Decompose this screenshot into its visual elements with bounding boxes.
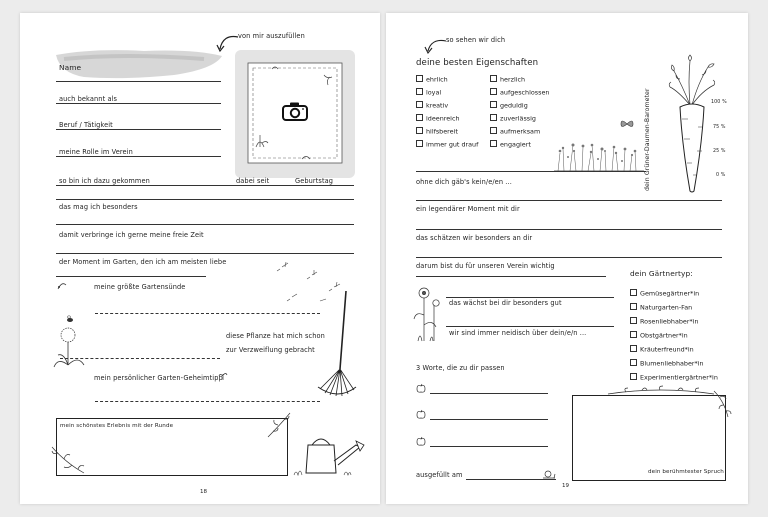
- quality-label: immer gut drauf: [426, 140, 479, 149]
- quality-checkbox-5[interactable]: [416, 127, 458, 136]
- checkbox-icon[interactable]: [490, 101, 497, 108]
- field-line-legendary-moment[interactable]: [416, 229, 722, 230]
- quality-label: aufmerksam: [500, 127, 541, 136]
- gardener-type-title: dein Gärtnertyp:: [630, 269, 693, 278]
- since-label: dabei seit: [236, 177, 270, 185]
- fill-in-hint: von mir auszufüllen: [238, 32, 305, 40]
- field-line-without-you[interactable]: [416, 200, 722, 201]
- quality-label: ehrlich: [426, 75, 448, 84]
- plant-label-1: diese Pflanze hat mich schon: [226, 332, 325, 340]
- page-number-right: 19: [562, 483, 569, 489]
- checkbox-icon[interactable]: [490, 127, 497, 134]
- field-label-job: Beruf / Tätigkeit: [59, 121, 113, 129]
- quality-label: herzlich: [500, 75, 526, 84]
- field-label-role: meine Rolle im Verein: [59, 148, 133, 156]
- dandelion-illustration: [50, 325, 90, 371]
- checkbox-icon[interactable]: [416, 127, 423, 134]
- quality-label: hilfsbereit: [426, 127, 458, 136]
- see-you-hint: so sehen wir dich: [446, 36, 506, 44]
- quality-label: zuverlässig: [500, 114, 536, 123]
- quality-label: kreativ: [426, 101, 449, 110]
- checkbox-icon[interactable]: [416, 88, 423, 95]
- grows-well-line[interactable]: [446, 297, 614, 298]
- watering-can-illustration: [290, 431, 370, 481]
- garden-sin-label: meine größte Gartensünde: [94, 283, 186, 291]
- checkbox-icon[interactable]: [630, 317, 637, 324]
- field-label-without-you: ohne dich gäb's kein/e/en ...: [416, 178, 512, 186]
- filled-by-label: ausgefüllt am: [416, 471, 463, 479]
- vine-branch-icon: [48, 443, 88, 479]
- field-line-important[interactable]: [416, 276, 606, 277]
- seed-icon: [56, 281, 68, 291]
- carrot-barometer-illustration: [668, 55, 718, 195]
- gardener-type-2[interactable]: [630, 303, 692, 312]
- qualities-bottom-line: [416, 171, 646, 172]
- envy-line[interactable]: [446, 326, 614, 327]
- field-line-role[interactable]: [56, 156, 221, 157]
- gardener-type-3[interactable]: [630, 317, 699, 326]
- gardener-type-6[interactable]: [630, 359, 704, 368]
- quality-checkbox-12[interactable]: [490, 140, 531, 149]
- name-line[interactable]: [56, 81, 221, 82]
- apple-icon: [416, 383, 426, 393]
- quality-checkbox-10[interactable]: [490, 114, 536, 123]
- quality-checkbox-7[interactable]: [490, 75, 525, 84]
- meter-level-0: 0 %: [716, 173, 726, 178]
- checkbox-icon[interactable]: [416, 114, 423, 121]
- checkbox-icon[interactable]: [630, 303, 637, 310]
- plant-line[interactable]: [60, 358, 220, 359]
- vine-garland-icon: [606, 386, 716, 400]
- best-experience-label: mein schönstes Erlebnis mit der Runde: [60, 423, 174, 429]
- checkbox-icon[interactable]: [490, 140, 497, 147]
- quality-checkbox-3[interactable]: [416, 101, 448, 110]
- checkbox-icon[interactable]: [416, 101, 423, 108]
- gardener-type-7[interactable]: [630, 373, 718, 382]
- gardener-type-label: Gemüsegärtner*in: [640, 289, 700, 298]
- quality-label: engagiert: [500, 140, 531, 149]
- field-line-how-joined[interactable]: [56, 185, 354, 186]
- field-label-appreciate: das schätzen wir besonders an dir: [416, 234, 533, 242]
- plant-label-2: zur Verzweiflung gebracht: [226, 346, 315, 354]
- quality-checkbox-8[interactable]: [490, 88, 549, 97]
- field-line-free-time[interactable]: [56, 253, 354, 254]
- quality-checkbox-2[interactable]: [416, 88, 441, 97]
- quality-label: loyal: [426, 88, 442, 97]
- right-page: [386, 13, 748, 504]
- curved-arrow-icon-right: [424, 37, 448, 55]
- checkbox-icon[interactable]: [630, 373, 637, 380]
- field-line-appreciate[interactable]: [416, 257, 722, 258]
- garden-tip-label: mein persönlicher Garten-Geheimtipp: [94, 374, 223, 382]
- field-line-job[interactable]: [56, 129, 221, 130]
- snail-icon: [542, 470, 556, 479]
- meter-title: dein Grüner-Daumen-Barometer: [644, 88, 651, 191]
- rake-illustration: [310, 289, 360, 399]
- word-line-3[interactable]: [430, 446, 548, 447]
- word-line-1[interactable]: [430, 393, 548, 394]
- checkbox-icon[interactable]: [416, 75, 423, 82]
- apple-icon: [416, 436, 426, 446]
- field-label-important: darum bist du für unseren Verein wichtig: [416, 262, 555, 270]
- gardener-type-label: Obstgärtner*in: [640, 331, 688, 340]
- meter-level-75: 75 %: [713, 125, 726, 130]
- apple-icon: [416, 409, 426, 419]
- field-line-likes[interactable]: [56, 224, 354, 225]
- field-line-how-joined-2[interactable]: [56, 199, 354, 200]
- field-line-also-known[interactable]: [56, 103, 221, 104]
- birthday-label: Geburtstag: [295, 177, 334, 185]
- gardener-type-label: Kräuterfreund*in: [640, 345, 694, 354]
- gardener-type-5[interactable]: [630, 345, 694, 354]
- checkbox-icon[interactable]: [490, 75, 497, 82]
- quality-label: aufgeschlossen: [500, 88, 550, 97]
- three-words-label: 3 Worte, die zu dir passen: [416, 364, 505, 372]
- bee-icon: [66, 315, 74, 323]
- filled-by-line[interactable]: [466, 479, 556, 480]
- gardener-type-label: Blumenliebhaber*in: [640, 359, 704, 368]
- gardener-type-1[interactable]: [630, 289, 699, 298]
- vine-branch-icon-3: [712, 389, 732, 419]
- word-line-2[interactable]: [430, 419, 548, 420]
- envy-label: wir sind immer neidisch über dein/e/n ...: [449, 329, 587, 337]
- gardener-type-label: Experimentiergärtner*in: [640, 373, 718, 382]
- checkbox-icon[interactable]: [490, 88, 497, 95]
- saying-label: dein berühmtester Spruch: [648, 469, 724, 475]
- qualities-title: deine besten Eigenschaften: [416, 58, 539, 68]
- meter-level-100: 100 %: [711, 100, 727, 105]
- sprout-icon: [218, 371, 228, 381]
- grows-well-label: das wächst bei dir besonders gut: [449, 299, 562, 307]
- field-label-also-known: auch bekannt als: [59, 95, 118, 103]
- field-label-likes: das mag ich besonders: [59, 203, 138, 211]
- gardener-type-label: Rosenliebhaber*in: [640, 317, 699, 326]
- camera-icon: [282, 101, 308, 121]
- page-number-left: 18: [200, 489, 207, 495]
- checkbox-icon[interactable]: [630, 345, 637, 352]
- quality-label: ideenreich: [426, 114, 460, 123]
- field-label-legendary-moment: ein legendärer Moment mit dir: [416, 205, 520, 213]
- gardener-type-4[interactable]: [630, 331, 688, 340]
- flower-meadow-illustration: [554, 123, 644, 173]
- name-label: Name: [59, 63, 82, 72]
- field-label-garden-moment: der Moment im Garten, den ich am meisten liebe: [59, 258, 227, 266]
- checkbox-icon[interactable]: [630, 331, 637, 338]
- quality-checkbox-1[interactable]: [416, 75, 448, 84]
- quality-checkbox-11[interactable]: [490, 127, 540, 136]
- quality-label: geduldig: [500, 101, 528, 110]
- checkbox-icon[interactable]: [630, 289, 637, 296]
- quality-checkbox-6[interactable]: [416, 140, 478, 149]
- checkbox-icon[interactable]: [630, 359, 637, 366]
- checkbox-icon[interactable]: [490, 114, 497, 121]
- gardener-type-label: Naturgarten-Fan: [640, 303, 693, 312]
- meter-level-25: 25 %: [713, 149, 726, 154]
- quality-checkbox-9[interactable]: [490, 101, 528, 110]
- checkbox-icon[interactable]: [416, 140, 423, 147]
- field-line-garden-moment[interactable]: [56, 276, 206, 277]
- field-label-free-time: damit verbringe ich gerne meine freie Zeit: [59, 231, 204, 239]
- garden-sin-line[interactable]: [95, 313, 320, 314]
- garden-tip-line[interactable]: [95, 401, 320, 402]
- field-label-how-joined: so bin ich dazu gekommen: [59, 177, 150, 185]
- butterfly-icon: [620, 119, 634, 129]
- quality-checkbox-4[interactable]: [416, 114, 460, 123]
- wildflower-illustration: [412, 285, 448, 343]
- left-page: [20, 13, 380, 504]
